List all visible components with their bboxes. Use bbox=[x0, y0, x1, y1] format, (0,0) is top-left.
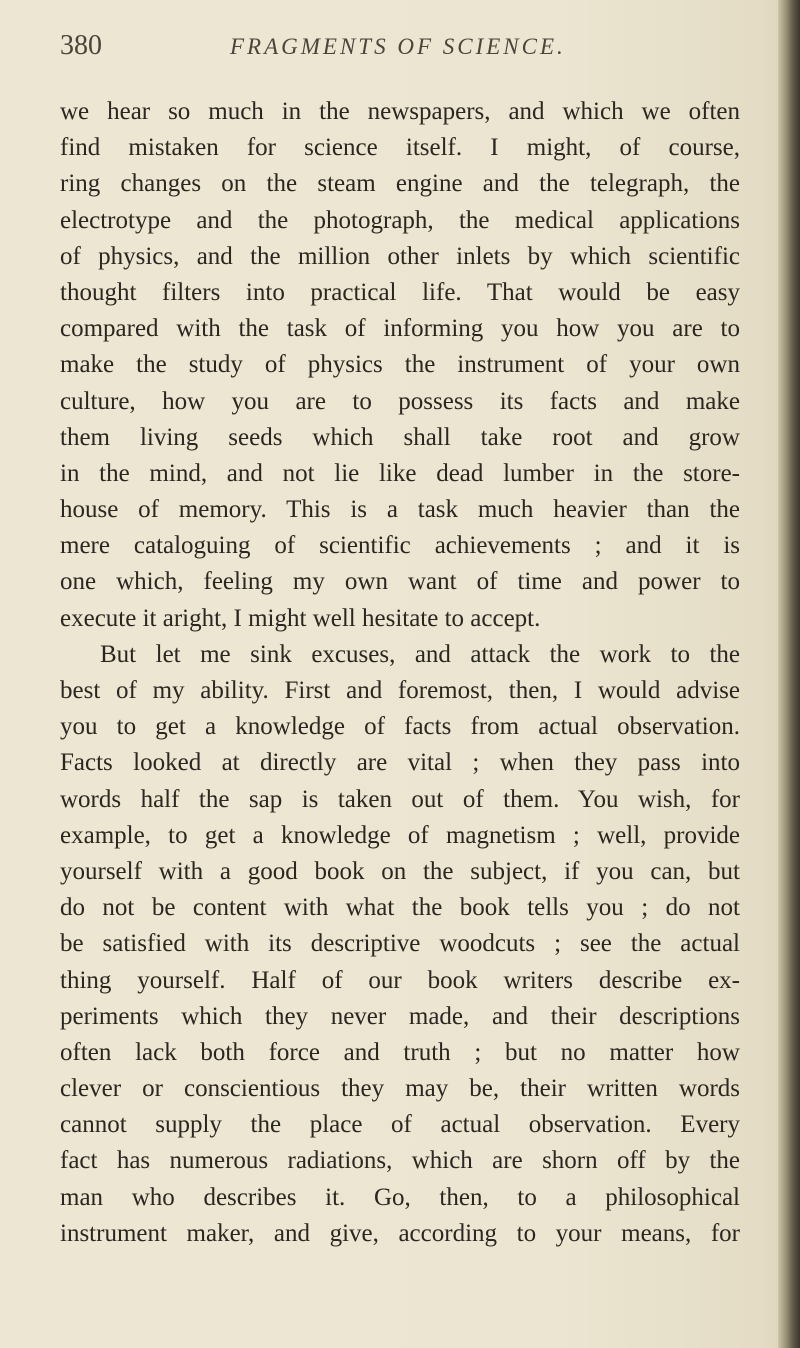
text-line: electrotype and the photograph, the medical applications bbox=[60, 206, 740, 234]
text-line: yourself with a good book on the subject, if you can, but bbox=[60, 857, 740, 885]
text-line: in the mind, and not lie like dead lumber in the store- bbox=[60, 459, 740, 487]
text-line: thought filters into practical life. That would be easy bbox=[60, 278, 740, 306]
text-line: instrument maker, and give, according to your means, for bbox=[60, 1219, 740, 1247]
text-line: culture, how you are to possess its facts and make bbox=[60, 387, 740, 415]
text-line: ring changes on the steam engine and the telegraph, the bbox=[60, 170, 740, 198]
text-line: do not be content with what the book tells you ; do not bbox=[60, 894, 740, 922]
text-line: best of my ability. First and foremost, then, I would advise bbox=[60, 677, 740, 704]
text-line: them living seeds which shall take root and grow bbox=[60, 423, 740, 451]
text-line: fact has numerous radiations, which are shorn off by the bbox=[60, 1147, 740, 1175]
text-line: you to get a knowledge of facts from actual observation. bbox=[60, 713, 740, 741]
paragraph-start-line: But let me sink excuses, and attack the work to the bbox=[100, 640, 740, 668]
text-line: make the study of physics the instrument of your own bbox=[60, 351, 740, 379]
text-line: thing yourself. Half of our book writers describe ex- bbox=[60, 966, 740, 994]
page-number: 380 bbox=[60, 30, 102, 61]
text-line: house of memory. This is a task much heavier than the bbox=[60, 496, 740, 524]
text-line: mere cataloguing of scientific achievements ; and it is bbox=[60, 532, 740, 560]
text-line: words half the sap is taken out of them. You wish, for bbox=[60, 785, 740, 813]
page-binding-edge bbox=[778, 0, 800, 1348]
running-title: FRAGMENTS OF SCIENCE. bbox=[230, 34, 566, 59]
text-line: find mistaken for science itself. I might, of course, bbox=[60, 134, 740, 162]
text-line: example, to get a knowledge of magnetism ; well, provide bbox=[60, 821, 740, 849]
text-line: execute it aright, I might well hesitate to accept. bbox=[60, 604, 541, 632]
text-line: compared with the task of informing you how you are to bbox=[60, 315, 740, 343]
text-line: Facts looked at directly are vital ; when they pass into bbox=[60, 749, 740, 777]
text-line: cannot supply the place of actual observation. Every bbox=[60, 1111, 740, 1139]
text-line: we hear so much in the newspapers, and which we often bbox=[60, 98, 740, 125]
text-line: one which, feeling my own want of time and power to bbox=[60, 568, 740, 596]
text-line: often lack both force and truth ; but no matter how bbox=[60, 1038, 740, 1066]
page-header bbox=[60, 30, 740, 70]
body-text bbox=[60, 94, 740, 1314]
text-line: man who describes it. Go, then, to a philosophical bbox=[60, 1183, 740, 1211]
text-line: of physics, and the million other inlets by which scientific bbox=[60, 242, 740, 270]
text-line: clever or conscientious they may be, their written words bbox=[60, 1075, 740, 1103]
text-line: periments which they never made, and their descriptions bbox=[60, 1002, 740, 1030]
text-line: be satisfied with its descriptive woodcuts ; see the actual bbox=[60, 930, 740, 958]
